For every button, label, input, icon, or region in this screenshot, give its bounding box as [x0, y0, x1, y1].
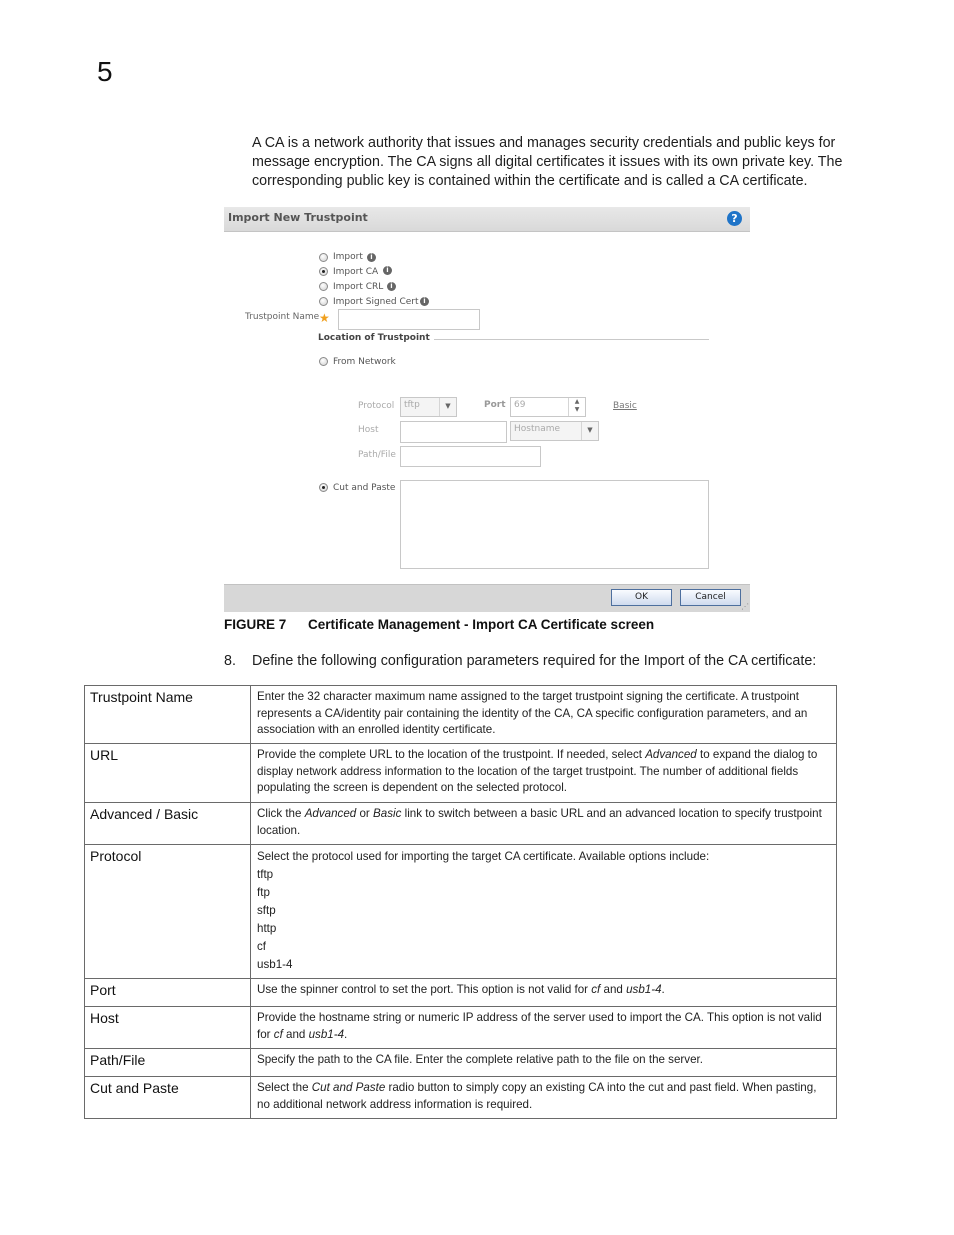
desc-emphasis: Cut and Paste [311, 1081, 386, 1094]
desc-text: Provide the complete URL to the location of the trustpoint. If needed, select [257, 748, 646, 761]
param-description [251, 803, 837, 845]
protocol-select-value: tftp [404, 400, 420, 410]
param-name: Trustpoint Name [85, 686, 251, 744]
desc-emphasis: usb1-4 [308, 1027, 345, 1041]
port-spinner[interactable] [510, 397, 586, 417]
desc-text: . [344, 1027, 348, 1041]
spinner-arrows-icon[interactable]: ▲ ▼ [568, 398, 585, 416]
desc-text: Select the protocol used for importing the target CA certificate. Available options include: [257, 850, 710, 863]
desc-text: or [356, 807, 374, 820]
desc-text: link to switch between a basic URL and an advanced location to specify trustpoint location. [257, 807, 822, 837]
desc-text: and [600, 983, 627, 996]
protocol-select[interactable] [400, 397, 457, 417]
info-icon[interactable]: i [420, 297, 429, 306]
intro-paragraph: A CA is a network authority that issues and manages security credentials and public keys for message encryption. The CA signs all digital certificates it issues with its own private key. The corresponding public key is contained within the certificate and is called a CA certificate. [252, 135, 843, 189]
param-name: Advanced / Basic [85, 803, 251, 845]
import-signed-cert-radio-label: Import Signed Cert [333, 297, 419, 307]
param-name: Port [85, 979, 251, 1007]
desc-emphasis: cf [591, 983, 601, 996]
table-row [85, 803, 837, 845]
param-description: Enter the 32 character maximum name assigned to the target trustpoint signing the certificate. A trustpoint represents a CA/identity pair containing the identity of the CA, CA specific configuration parameters, and an association with an enrolled identity certificate. [251, 686, 837, 744]
resize-grip-icon[interactable]: ⋰ [741, 602, 749, 611]
table-row [85, 1007, 837, 1049]
protocol-option: ftp [257, 886, 270, 899]
param-description [251, 1007, 837, 1049]
protocol-option: tftp [257, 868, 274, 881]
step-keyword: Import [643, 653, 685, 669]
import-ca-radio-label: Import CA [333, 267, 379, 277]
table-row [85, 1077, 837, 1119]
protocol-option: cf [257, 940, 267, 953]
cancel-button[interactable]: Cancel [680, 589, 741, 606]
table-row [85, 686, 837, 744]
protocol-option: sftp [257, 904, 276, 917]
host-input[interactable] [400, 421, 507, 443]
from-network-radio[interactable] [319, 357, 328, 366]
figure-caption-text: Certificate Management - Import CA Certificate screen [308, 617, 655, 632]
step-text-after: of the CA certificate: [684, 653, 817, 669]
param-name: Cut and Paste [85, 1077, 251, 1119]
param-description: Specify the path to the CA file. Enter the complete relative path to the file on the server. [251, 1049, 837, 1077]
import-signed-cert-radio[interactable] [319, 297, 328, 306]
trustpoint-name-input[interactable] [338, 309, 480, 330]
desc-text: Click the [257, 807, 305, 820]
parameter-table [84, 685, 837, 1119]
path-file-label: Path/File [358, 450, 396, 460]
chapter-number: 5 [97, 56, 113, 87]
required-star-icon: ★ [319, 311, 330, 325]
table-row [85, 1049, 837, 1077]
protocol-option: usb1-4 [257, 958, 293, 971]
import-crl-radio-label: Import CRL [333, 282, 384, 292]
dialog-title: Import New Trustpoint [228, 211, 368, 224]
cut-and-paste-label: Cut and Paste [333, 483, 396, 493]
cut-and-paste-radio[interactable] [319, 483, 328, 492]
import-radio-label: Import [333, 252, 363, 262]
help-icon[interactable]: ? [727, 211, 742, 226]
import-radio[interactable] [319, 253, 328, 262]
info-icon[interactable]: i [387, 282, 396, 291]
param-name: Path/File [85, 1049, 251, 1077]
info-icon[interactable]: i [367, 253, 376, 262]
desc-text: Use the spinner control to set the port. This option is not valid for [257, 983, 592, 996]
section-divider [434, 339, 709, 340]
param-description [251, 845, 837, 979]
desc-text: radio button to simply copy an existing CA into the cut and past field. When pasting, no additional network address information is required. [257, 1081, 817, 1111]
step-text-before: Define the following configuration parameters required for the [252, 653, 644, 669]
desc-text: and [282, 1027, 309, 1041]
param-description [251, 744, 837, 803]
protocol-option: http [257, 922, 277, 935]
cut-and-paste-textarea[interactable] [400, 480, 709, 569]
desc-text: Provide the hostname string or numeric IP address of the server used to import the CA. This option is not valid for [257, 1011, 822, 1041]
param-name: URL [85, 744, 251, 803]
desc-emphasis: Advanced [645, 748, 697, 761]
desc-emphasis: cf [273, 1027, 283, 1041]
info-icon[interactable]: i [383, 266, 392, 275]
basic-link[interactable]: Basic [613, 401, 637, 411]
step-number: 8. [224, 653, 236, 669]
import-ca-radio[interactable] [319, 267, 328, 276]
location-section-title: Location of Trustpoint [318, 333, 430, 343]
param-name: Protocol [85, 845, 251, 979]
param-name: Host [85, 1007, 251, 1049]
desc-text: . [661, 983, 665, 996]
chevron-down-icon: ▼ [581, 422, 598, 440]
host-type-value: Hostname [514, 424, 561, 434]
port-value: 69 [514, 400, 526, 410]
path-file-input[interactable] [400, 446, 541, 467]
dialog-footer [224, 584, 750, 612]
desc-text: Select the [257, 1081, 312, 1094]
figure-caption [224, 617, 654, 632]
import-crl-radio[interactable] [319, 282, 328, 291]
desc-emphasis: usb1-4 [626, 983, 662, 996]
host-label: Host [358, 425, 379, 435]
desc-emphasis: Basic [373, 807, 402, 820]
from-network-label: From Network [333, 357, 396, 367]
table-row [85, 744, 837, 803]
desc-text: to expand the dialog to display network address information to the location of the target trustpoint. The number of additional fields populating the screen is dependent on the selected protocol. [257, 748, 818, 795]
step-8 [224, 653, 816, 669]
dialog-header [224, 207, 750, 232]
host-type-select[interactable] [510, 421, 599, 441]
trustpoint-name-label: Trustpoint Name [245, 312, 320, 322]
param-description [251, 1077, 837, 1119]
port-label: Port [484, 400, 506, 410]
table-row [85, 845, 837, 979]
import-trustpoint-dialog [224, 207, 750, 611]
chevron-down-icon: ▼ [439, 398, 456, 416]
table-row [85, 979, 837, 1007]
protocol-label: Protocol [358, 401, 395, 411]
figure-label: FIGURE 7 [224, 617, 287, 632]
param-description [251, 979, 837, 1007]
ok-button[interactable]: OK [611, 589, 672, 606]
desc-emphasis: Advanced [304, 807, 357, 820]
